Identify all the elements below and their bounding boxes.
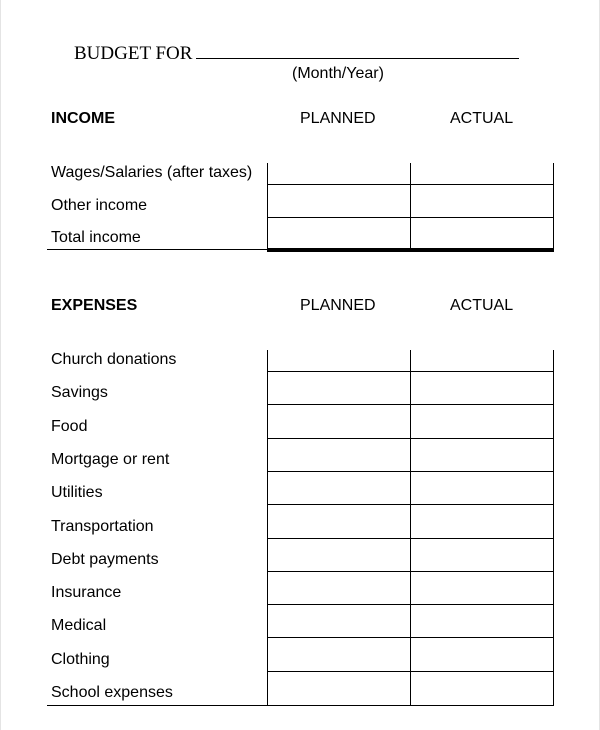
expense-row-label: Savings xyxy=(51,384,108,401)
income-row-label: Total income xyxy=(51,229,141,246)
expense-row-label: Insurance xyxy=(51,584,122,601)
expense-planned-cell[interactable] xyxy=(268,405,410,438)
income-planned-cell[interactable] xyxy=(268,184,410,217)
expense-planned-cell[interactable] xyxy=(268,472,410,504)
expense-planned-cell[interactable] xyxy=(268,439,410,471)
expense-row-label: School expenses xyxy=(51,684,173,701)
expense-row-label: Debt payments xyxy=(51,551,159,568)
expense-row-label: Church donations xyxy=(51,351,177,368)
expense-row-label: Clothing xyxy=(51,651,110,668)
income-planned-header: PLANNED xyxy=(300,110,376,127)
income-heading: INCOME xyxy=(51,110,115,127)
expense-planned-cell[interactable] xyxy=(268,605,410,637)
expenses-planned-header: PLANNED xyxy=(300,297,376,314)
expense-planned-cell[interactable] xyxy=(268,638,410,671)
income-actual-cell[interactable] xyxy=(411,217,553,248)
income-actual-header: ACTUAL xyxy=(450,110,514,127)
expense-planned-cell[interactable] xyxy=(268,351,410,371)
expense-actual-cell[interactable] xyxy=(411,472,553,504)
expense-planned-cell[interactable] xyxy=(268,572,410,604)
expenses-actual-header: ACTUAL xyxy=(450,297,514,314)
expense-planned-cell[interactable] xyxy=(268,539,410,571)
expense-actual-cell[interactable] xyxy=(411,605,553,637)
expense-actual-cell[interactable] xyxy=(411,572,553,604)
expense-planned-cell[interactable] xyxy=(268,672,410,706)
expense-actual-cell[interactable] xyxy=(411,372,553,404)
income-row-label: Wages/Salaries (after taxes) xyxy=(51,164,253,181)
expense-actual-cell[interactable] xyxy=(411,439,553,471)
expense-actual-cell[interactable] xyxy=(411,351,553,371)
income-actual-cell[interactable] xyxy=(411,184,553,217)
month-year-caption: (Month/Year) xyxy=(292,65,384,82)
expense-actual-cell[interactable] xyxy=(411,672,553,706)
expense-planned-cell[interactable] xyxy=(268,372,410,404)
expense-row-label: Utilities xyxy=(51,484,103,501)
expense-row-label: Food xyxy=(51,418,88,435)
month-year-blank-line[interactable] xyxy=(196,40,519,59)
expenses-heading: EXPENSES xyxy=(51,297,138,314)
expense-actual-cell[interactable] xyxy=(411,638,553,671)
income-planned-cell[interactable] xyxy=(268,163,410,184)
income-actual-cell[interactable] xyxy=(411,163,553,184)
income-row-label: Other income xyxy=(51,197,148,214)
expense-actual-cell[interactable] xyxy=(411,539,553,571)
expense-row-label: Transportation xyxy=(51,518,154,535)
expense-actual-cell[interactable] xyxy=(411,505,553,538)
expense-planned-cell[interactable] xyxy=(268,505,410,538)
expense-actual-cell[interactable] xyxy=(411,405,553,438)
form-title xyxy=(74,40,519,65)
income-planned-cell[interactable] xyxy=(268,217,410,248)
expense-row-label: Mortgage or rent xyxy=(51,451,170,468)
income-total-underline xyxy=(47,249,268,250)
form-title-text: BUDGET FOR xyxy=(74,43,193,64)
income-col-divider xyxy=(553,163,554,251)
expense-row-label: Medical xyxy=(51,617,107,634)
income-total-thick-line xyxy=(267,248,554,252)
